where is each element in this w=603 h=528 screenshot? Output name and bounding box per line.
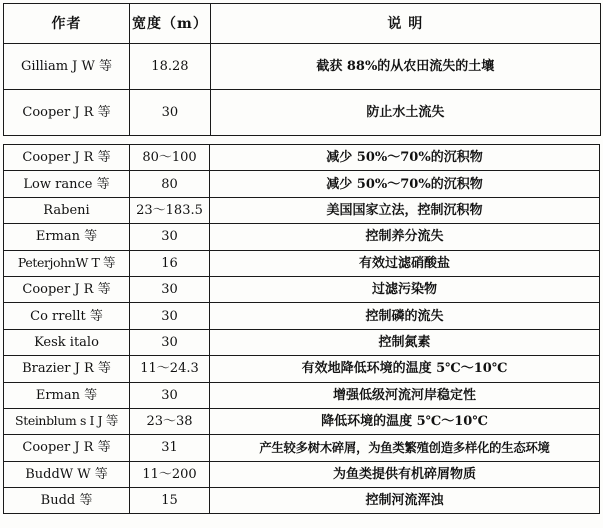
width-cell: 30 — [130, 224, 210, 250]
author-cell: Kesk italo — [4, 329, 130, 355]
width-cell: 30 — [130, 303, 210, 329]
author-cell: BuddW W 等 — [4, 461, 130, 487]
author-cell: Rabeni — [4, 197, 130, 223]
author-cell: Cooper J R 等 — [4, 276, 130, 302]
author-cell: Brazier J R 等 — [4, 356, 130, 382]
width-cell: 18.28 — [130, 44, 211, 90]
table-row — [4, 44, 601, 90]
description-cell: 控制磷的流失 — [210, 303, 600, 329]
description-cell: 减少 50%～70%的沉积物 — [210, 171, 600, 197]
description-cell: 控制氮素 — [210, 329, 600, 355]
table-row — [4, 145, 600, 171]
author-cell: Gilliam J W 等 — [4, 44, 130, 90]
author-cell: Cooper J R 等 — [4, 145, 130, 171]
width-cell: 30 — [130, 276, 210, 302]
table-row — [4, 250, 600, 276]
width-cell: 23～38 — [130, 408, 210, 434]
width-cell: 80 — [130, 171, 210, 197]
table-row — [4, 90, 601, 136]
width-cell: 16 — [130, 250, 210, 276]
table-row — [4, 382, 600, 408]
author-cell: Cooper J R 等 — [4, 90, 130, 136]
table-row — [4, 224, 600, 250]
header-author: 作者 — [4, 4, 130, 44]
width-cell: 80～100 — [130, 145, 210, 171]
description-cell: 防止水土流失 — [210, 90, 600, 136]
description-cell: 过滤污染物 — [210, 276, 600, 302]
description-cell: 控制养分流失 — [210, 224, 600, 250]
header-row — [4, 4, 601, 44]
description-cell: 产生较多树木碎屑，为鱼类繁殖创造多样化的生态环境 — [210, 435, 600, 461]
table-row — [4, 303, 600, 329]
author-cell: Erman 等 — [4, 382, 130, 408]
table-row — [4, 435, 600, 461]
table-row — [4, 197, 600, 223]
width-cell: 30 — [130, 90, 211, 136]
table-row — [4, 461, 600, 487]
author-cell: Co rrellt 等 — [4, 303, 130, 329]
width-cell: 23～183.5 — [130, 197, 210, 223]
table-row — [4, 408, 600, 434]
author-cell: Steinblum s I J 等 — [4, 408, 130, 434]
table-row — [4, 171, 600, 197]
width-cell: 30 — [130, 329, 210, 355]
author-cell: Low rance 等 — [4, 171, 130, 197]
header-width: 宽度（m） — [130, 4, 211, 44]
description-cell: 增强低级河流河岸稳定性 — [210, 382, 600, 408]
author-cell: Erman 等 — [4, 224, 130, 250]
description-cell: 控制河流浑浊 — [210, 488, 600, 514]
description-cell: 美国国家立法，控制沉积物 — [210, 197, 600, 223]
width-cell: 11～200 — [130, 461, 210, 487]
table-row — [4, 356, 600, 382]
table-row — [4, 276, 600, 302]
description-cell: 有效地降低环境的温度 5℃～10℃ — [210, 356, 600, 382]
author-cell: Budd 等 — [4, 488, 130, 514]
description-cell: 为鱼类提供有机碎屑物质 — [210, 461, 600, 487]
author-cell: PeterjohnW T 等 — [4, 250, 130, 276]
description-cell: 有效过滤硝酸盐 — [210, 250, 600, 276]
description-cell: 减少 50%～70%的沉积物 — [210, 145, 600, 171]
table-row — [4, 488, 600, 514]
author-cell: Cooper J R 等 — [4, 435, 130, 461]
table-row — [4, 329, 600, 355]
width-cell: 31 — [130, 435, 210, 461]
description-cell: 截获 88%的从农田流失的土壤 — [210, 44, 600, 90]
width-cell: 15 — [130, 488, 210, 514]
table-bottom — [3, 144, 600, 514]
description-cell: 降低环境的温度 5℃～10℃ — [210, 408, 600, 434]
width-cell: 30 — [130, 382, 210, 408]
table-top — [3, 3, 601, 136]
header-description: 说 明 — [210, 4, 600, 44]
width-cell: 11～24.3 — [130, 356, 210, 382]
